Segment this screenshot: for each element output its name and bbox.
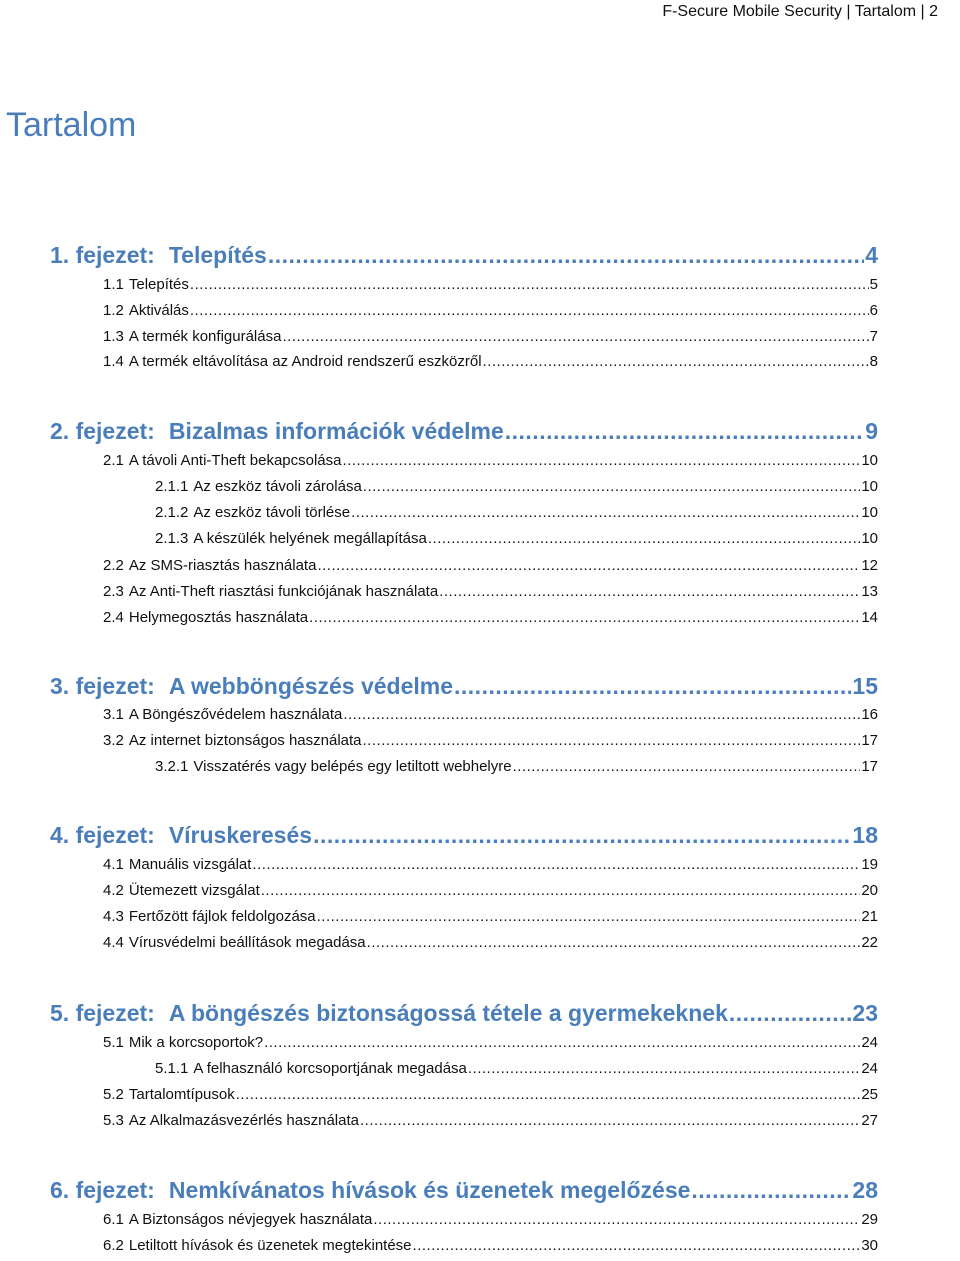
toc-entry-number: 3.1 — [103, 706, 124, 723]
dot-leader — [513, 758, 861, 775]
toc-entry-page-number: 12 — [861, 557, 878, 574]
dot-leader — [236, 1086, 861, 1103]
dot-leader — [483, 353, 869, 370]
toc-entry-label — [50, 1177, 690, 1204]
toc-entry-title: Az eszköz távoli törlése — [193, 504, 351, 521]
toc-entry-page-number: 28 — [852, 1177, 878, 1203]
toc-entry-page-number: 20 — [861, 882, 878, 899]
toc-entry-title: A termék eltávolítása az Android rendszerű eszközről — [128, 353, 482, 370]
dot-leader — [363, 478, 861, 495]
toc-entry-label — [103, 1034, 263, 1051]
toc-entry-page-number: 24 — [861, 1034, 878, 1051]
toc-entry-label — [103, 908, 316, 925]
toc-chapter-entry[interactable] — [50, 242, 878, 274]
toc-entry-title: A távoli Anti-Theft bekapcsolása — [128, 452, 342, 469]
toc-entry-page-number: 4 — [865, 242, 878, 268]
dot-leader — [468, 1060, 860, 1077]
toc-entry-number: 5. fejezet: — [50, 1000, 155, 1026]
toc-entry-number: 2.3 — [103, 583, 124, 600]
toc-entry-title: A Böngészővédelem használata — [128, 706, 343, 723]
toc-entry-label — [103, 328, 281, 345]
toc-entry-title: Az eszköz távoli zárolása — [193, 478, 362, 495]
toc-entry-number: 3.2.1 — [155, 758, 189, 775]
toc-entry-title: Az Alkalmazásvezérlés használata — [128, 1112, 359, 1129]
toc-entry-title: Az Anti-Theft riasztási funkciójának használata — [128, 583, 439, 600]
toc-entry-title: Nemkívánatos hívások és üzenetek megelőzése — [168, 1177, 691, 1203]
toc-section-entry[interactable] — [103, 557, 878, 581]
toc-entry-title: Letiltott hívások és üzenetek megtekintése — [128, 1237, 412, 1254]
toc-entry-label — [50, 242, 267, 269]
toc-entry-number: 2.4 — [103, 609, 124, 626]
toc-section-entry[interactable] — [103, 882, 878, 906]
toc-entry-title: Telepítés — [168, 242, 267, 268]
toc-entry-label — [103, 1237, 412, 1254]
toc-entry-label — [155, 1060, 467, 1077]
toc-entry-label — [103, 732, 362, 749]
toc-entry-label — [155, 478, 362, 495]
toc-entry-page-number: 15 — [852, 673, 878, 699]
toc-entry-title: Mik a korcsoportok? — [128, 1034, 264, 1051]
toc-entry-label — [103, 1112, 359, 1129]
toc-entry-number: 6. fejezet: — [50, 1177, 155, 1203]
toc-entry-number: 6.1 — [103, 1211, 124, 1228]
page-title: Tartalom — [6, 106, 137, 144]
toc-entry-label — [103, 1211, 372, 1228]
toc-entry-label — [103, 706, 342, 723]
toc-entry-label — [155, 530, 427, 547]
toc-entry-page-number: 10 — [861, 452, 878, 469]
toc-entry-number: 4.1 — [103, 856, 124, 873]
toc-entry-page-number: 6 — [869, 302, 878, 319]
toc-entry-number: 2.1.1 — [155, 478, 189, 495]
toc-section-entry[interactable] — [103, 452, 878, 476]
dot-leader — [691, 1177, 851, 1204]
toc-entry-number: 1. fejezet: — [50, 242, 155, 268]
toc-entry-page-number: 22 — [861, 934, 878, 951]
toc-entry-page-number: 29 — [861, 1211, 878, 1228]
dot-leader — [268, 242, 864, 269]
toc-section-entry[interactable] — [103, 1086, 878, 1110]
toc-entry-title: Telepítés — [128, 276, 189, 293]
toc-entry-title: A felhasználó korcsoportjának megadása — [193, 1060, 467, 1077]
toc-entry-title: Víruskeresés — [168, 822, 313, 848]
toc-entry-page-number: 25 — [861, 1086, 878, 1103]
toc-entry-title: A böngészés biztonságossá tétele a gyermekeknek — [168, 1000, 728, 1026]
toc-section-entry[interactable] — [103, 609, 878, 633]
toc-entry-label — [103, 882, 260, 899]
toc-entry-page-number: 16 — [861, 706, 878, 723]
dot-leader — [343, 706, 860, 723]
dot-leader — [439, 583, 860, 600]
toc-entry-page-number: 8 — [869, 353, 878, 370]
toc-entry-label — [103, 1086, 235, 1103]
toc-entry-label — [103, 276, 189, 293]
toc-entry-number: 2.1.2 — [155, 504, 189, 521]
toc-entry-label — [50, 1000, 728, 1027]
dot-leader — [428, 530, 860, 547]
toc-entry-page-number: 10 — [861, 530, 878, 547]
toc-entry-label — [103, 609, 308, 626]
toc-entry-number: 6.2 — [103, 1237, 124, 1254]
toc-entry-number: 2.1 — [103, 452, 124, 469]
toc-entry-label — [103, 557, 316, 574]
header-text: F-Secure Mobile Security | Tartalom | 2 — [662, 3, 938, 20]
toc-entry-title: Az internet biztonságos használata — [128, 732, 362, 749]
toc-entry-number: 4.2 — [103, 882, 124, 899]
dot-leader — [363, 732, 861, 749]
dot-leader — [342, 452, 860, 469]
toc-entry-number: 2.2 — [103, 557, 124, 574]
toc-entry-title: Az SMS-riasztás használata — [128, 557, 317, 574]
toc-entry-title: Helymegosztás használata — [128, 609, 309, 626]
toc-entry-title: Tartalomtípusok — [128, 1086, 235, 1103]
toc-entry-label — [50, 822, 312, 849]
toc-chapter-entry[interactable] — [50, 1000, 878, 1032]
toc-section-entry[interactable] — [103, 934, 878, 958]
toc-entry-label — [50, 673, 453, 700]
dot-leader — [252, 856, 860, 873]
toc-section-entry[interactable] — [103, 276, 878, 300]
toc-section-entry[interactable] — [155, 504, 878, 528]
toc-entry-label — [103, 934, 366, 951]
toc-entry-title: A készülék helyének megállapítása — [193, 530, 427, 547]
toc-entry-label — [103, 583, 438, 600]
toc-entry-page-number: 17 — [861, 758, 878, 775]
toc-entry-title: Bizalmas információk védelme — [168, 418, 504, 444]
toc-entry-page-number: 27 — [861, 1112, 878, 1129]
dot-leader — [190, 276, 869, 293]
toc-entry-number: 4.4 — [103, 934, 124, 951]
toc-entry-label — [103, 353, 482, 370]
toc-entry-label — [155, 758, 512, 775]
toc-chapter-entry[interactable] — [50, 673, 878, 705]
toc-entry-title: A webböngészés védelme — [168, 673, 454, 699]
toc-entry-title: A Biztonságos névjegyek használata — [128, 1211, 373, 1228]
dot-leader — [373, 1211, 860, 1228]
dot-leader — [264, 1034, 860, 1051]
dot-leader — [190, 302, 869, 319]
toc-entry-number: 1.3 — [103, 328, 124, 345]
dot-leader — [360, 1112, 860, 1129]
dot-leader — [317, 908, 861, 925]
dot-leader — [313, 822, 851, 849]
toc-section-entry[interactable] — [155, 478, 878, 502]
toc-entry-page-number: 23 — [852, 1000, 878, 1026]
toc-entry-number: 3.2 — [103, 732, 124, 749]
toc-entry-title: Vírusvédelmi beállítások megadása — [128, 934, 366, 951]
dot-leader — [729, 1000, 852, 1027]
toc-entry-number: 5.1.1 — [155, 1060, 189, 1077]
toc-entry-page-number: 30 — [861, 1237, 878, 1254]
toc-entry-title: Aktiválás — [128, 302, 189, 319]
toc-section-entry[interactable] — [155, 758, 878, 782]
toc-chapter-entry[interactable] — [50, 1177, 878, 1209]
toc-entry-page-number: 14 — [861, 609, 878, 626]
toc-section-entry[interactable] — [103, 732, 878, 756]
toc-chapter-entry[interactable] — [50, 822, 878, 854]
toc-section-entry[interactable] — [103, 1211, 878, 1235]
toc-entry-label — [50, 418, 504, 445]
toc-entry-title: Fertőzött fájlok feldolgozása — [128, 908, 316, 925]
toc-entry-number: 1.2 — [103, 302, 124, 319]
toc-entry-page-number: 13 — [861, 583, 878, 600]
toc-entry-number: 2.1.3 — [155, 530, 189, 547]
toc-entry-page-number: 21 — [861, 908, 878, 925]
toc-entry-number: 1.4 — [103, 353, 124, 370]
toc-entry-number: 5.1 — [103, 1034, 124, 1051]
toc-entry-title: Visszatérés vagy belépés egy letiltott webhelyre — [193, 758, 512, 775]
toc-entry-label — [103, 302, 189, 319]
toc-section-entry[interactable] — [103, 706, 878, 730]
toc-section-entry[interactable] — [103, 1034, 878, 1058]
toc-entry-number: 2. fejezet: — [50, 418, 155, 444]
toc-section-entry[interactable] — [103, 1112, 878, 1136]
toc-entry-page-number: 9 — [865, 418, 878, 444]
toc-section-entry[interactable] — [103, 583, 878, 607]
dot-leader — [309, 609, 860, 626]
dot-leader — [282, 328, 868, 345]
toc-entry-page-number: 10 — [861, 478, 878, 495]
toc-entry-title: A termék konfigurálása — [128, 328, 282, 345]
toc-entry-page-number: 5 — [869, 276, 878, 293]
dot-leader — [454, 673, 851, 700]
toc-section-entry[interactable] — [103, 1237, 878, 1261]
toc-section-entry[interactable] — [155, 1060, 878, 1084]
dot-leader — [505, 418, 864, 445]
toc-entry-label — [103, 856, 251, 873]
toc-entry-number: 5.3 — [103, 1112, 124, 1129]
toc-entry-number: 1.1 — [103, 276, 124, 293]
toc-section-entry[interactable] — [155, 530, 878, 554]
dot-leader — [317, 557, 860, 574]
toc-entry-page-number: 7 — [869, 328, 878, 345]
toc-entry-number: 4. fejezet: — [50, 822, 155, 848]
toc-entry-page-number: 19 — [861, 856, 878, 873]
toc-entry-page-number: 24 — [861, 1060, 878, 1077]
toc-entry-page-number: 10 — [861, 504, 878, 521]
toc-entry-title: Manuális vizsgálat — [128, 856, 252, 873]
dot-leader — [351, 504, 860, 521]
toc-entry-label — [103, 452, 341, 469]
toc-entry-page-number: 18 — [852, 822, 878, 848]
toc-section-entry[interactable] — [103, 908, 878, 932]
toc-entry-label — [155, 504, 350, 521]
toc-entry-number: 4.3 — [103, 908, 124, 925]
toc-section-entry[interactable] — [103, 328, 878, 352]
toc-chapter-entry[interactable] — [50, 418, 878, 450]
toc-entry-title: Ütemezett vizsgálat — [128, 882, 260, 899]
dot-leader — [413, 1237, 861, 1254]
toc-section-entry[interactable] — [103, 856, 878, 880]
toc-entry-number: 3. fejezet: — [50, 673, 155, 699]
dot-leader — [261, 882, 861, 899]
dot-leader — [367, 934, 861, 951]
toc-section-entry[interactable] — [103, 353, 878, 377]
toc-entry-page-number: 17 — [861, 732, 878, 749]
toc-section-entry[interactable] — [103, 302, 878, 326]
toc-entry-number: 5.2 — [103, 1086, 124, 1103]
